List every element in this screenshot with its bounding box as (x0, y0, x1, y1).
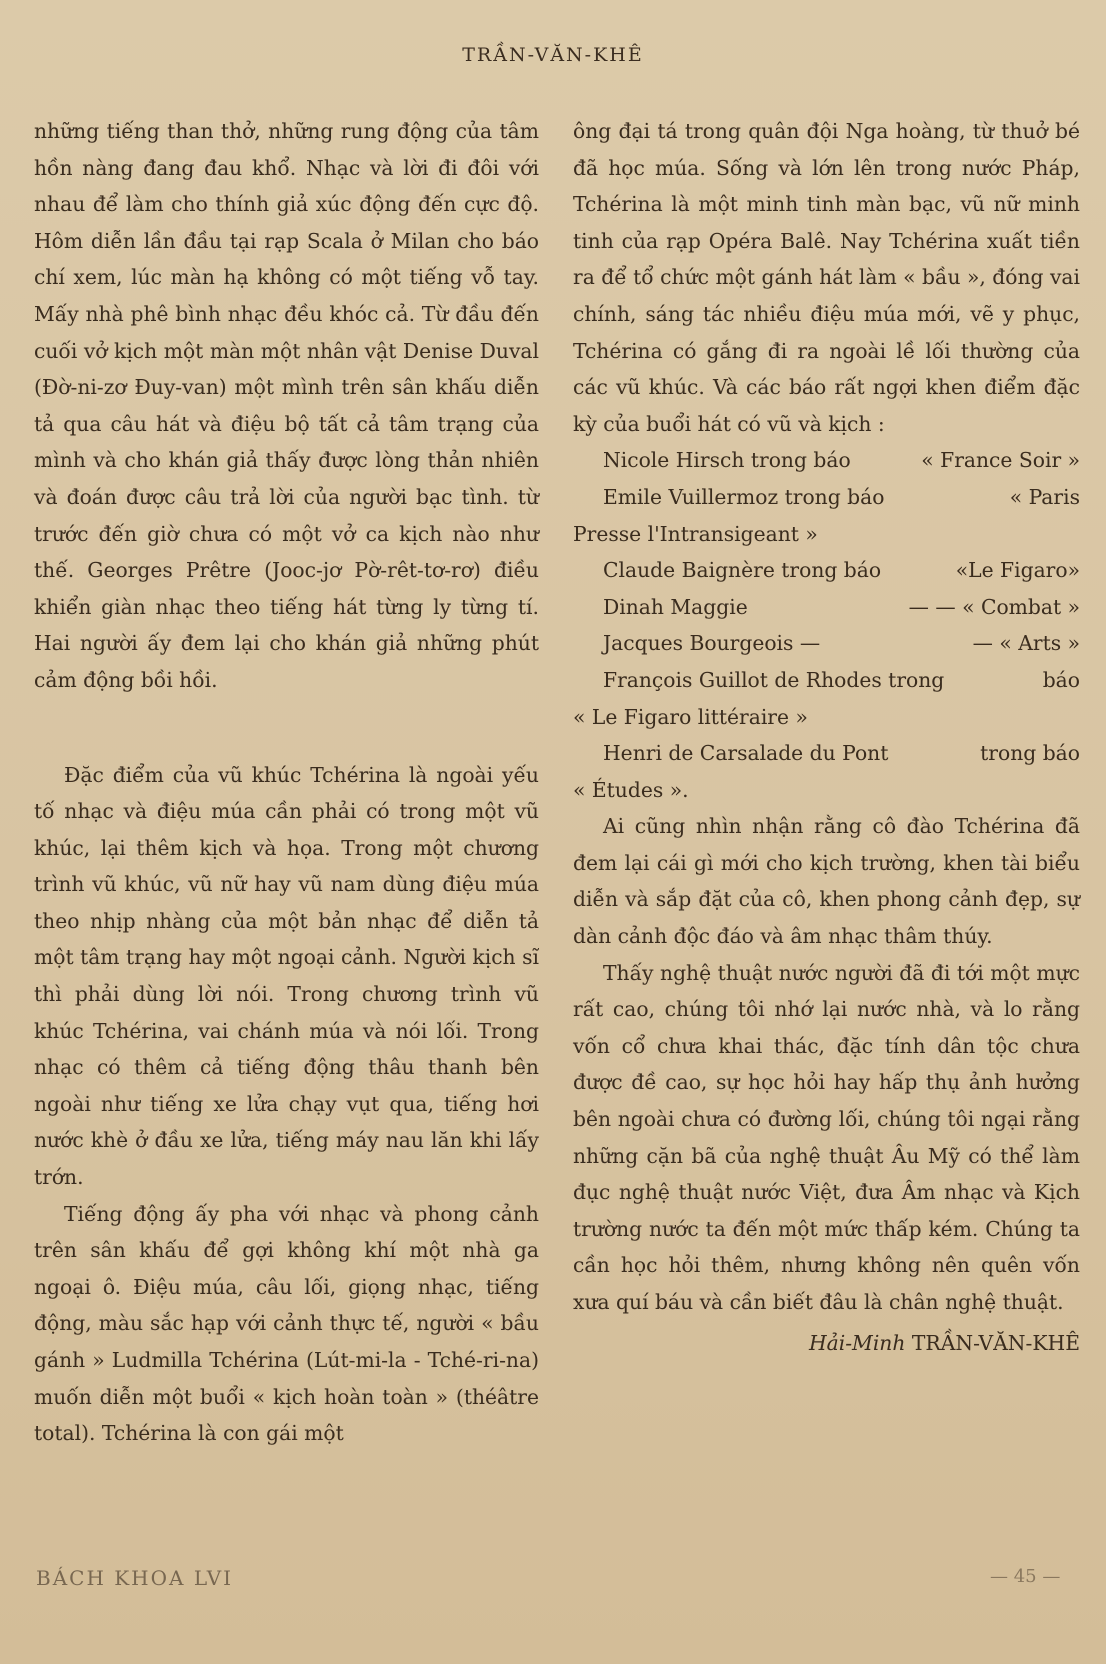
paragraph: Thấy nghệ thuật nước người đã đi tới một mực rất cao, chúng tôi nhớ lại nước nhà, và lo rằng vốn cổ chưa khai thác, đặc tính dân tộc chưa được đề cao, sự học hỏi hay hấp thụ ảnh hưởng bên ngoài chưa có đường lối, chúng tôi ngại rằng những cặn bã của nghệ thuật Âu Mỹ có thể làm đục nghệ thuật nước Việt, đưa Âm nhạc và Kịch trường nước ta đến một mức thấp kém. Chúng ta cần học hỏi thêm, nhưng không nên quên vốn xưa quí báu và cần biết đâu là chân nghệ thuật. (573, 960, 1080, 1314)
critic-name: Emile Vuillermoz trong báo (603, 484, 885, 509)
paragraph: ông đại tá trong quân đội Nga hoàng, từ thuở bé đã học múa. Sống và lớn lên trong nước Pháp, Tchérina là một minh tinh màn bạc, vũ nữ minh tinh của rạp Opéra Balê. Nay Tchérina xuất tiền ra để tổ chức một gánh hát làm « bầu », đóng vai chính, sáng tác nhiều điệu múa mới, vẽ y phục, Tchérina có gắng đi ra ngoài lề lối thường của các vũ khúc. Và các báo rất ngợi khen điểm đặc kỳ của buổi hát có vũ và kịch : (573, 119, 1080, 436)
review-line (573, 735, 1080, 772)
review-line-continued (573, 516, 1080, 553)
paragraph: những tiếng than thở, những rung động của tâm hồn nàng đang đau khổ. Nhạc và lời đi đôi với nhau để làm cho thính giả xúc động đến cực độ. Hôm diễn lần đầu tại rạp Scala ở Milan cho báo chí xem, lúc màn hạ không có một tiếng vỗ tay. Mấy nhà phê bình nhạc đều khóc cả. Từ đầu đến cuối vở kịch một màn một nhân vật Denise Duval (Đờ-ni-zơ Đuy-van) một mình trên sân khấu diễn tả qua câu hát và điệu bộ tất cả tâm trạng của mình và cho khán giả thấy được lòng thản nhiên và đoán được câu trả lời của người bạc tình. từ trước đến giờ chưa có một vở ca kịch nào như thế. Georges Prêtre (Jooc-jơ Pờ-rêt-tơ-rơ) điều khiển giàn nhạc theo tiếng hát từng ly từng tí. Hai người ấy đem lại cho khán giả những phút cảm động bồi hồi. (34, 119, 539, 692)
review-line (573, 552, 1080, 589)
footer-folio: BÁCH KHOA LVI (36, 1566, 234, 1590)
signature-place: Hải-Minh (808, 1330, 906, 1355)
author-signature (573, 1325, 1080, 1362)
critic-name: Nicole Hirsch trong báo (603, 448, 851, 473)
page-number: — 45 — (990, 1566, 1061, 1587)
paragraph: Đặc điểm của vũ khúc Tchérina là ngoài yếu tố nhạc và điệu múa cần phải có trong một vũ khúc, lại thêm kịch và họa. Trong một chương trình vũ khúc, vũ nữ hay vũ nam dùng điệu múa theo nhịp nhàng của một bản nhạc để diễn tả một tâm trạng hay một ngoại cảnh. Người kịch sĩ thì phải dùng lời nói. Trong chương trình vũ khúc Tchérina, vai chánh múa và nói lối. Trong nhạc có thêm cả tiếng động thâu thanh bên ngoài như tiếng xe lửa chạy vụt qua, tiếng hơi nước khè ở đầu xe lửa, tiếng máy nau lăn khi lấy trớn. (34, 762, 539, 1190)
review-line-continued (573, 772, 1080, 809)
newspaper-name: « Paris (1009, 484, 1080, 509)
review-line (573, 442, 1080, 479)
newspaper-name: « Le Figaro littéraire » (573, 704, 808, 729)
newspaper-name: «Le Figaro» (955, 558, 1080, 583)
section-break (34, 699, 539, 757)
left-column (34, 113, 539, 1452)
newspaper-name: « France Soir » (921, 448, 1080, 473)
right-column (573, 113, 1080, 1361)
paragraph: Tiếng động ấy pha với nhạc và phong cảnh trên sân khấu để gợi không khí một nhà ga ngoại ô. Điệu múa, câu lối, giọng nhạc, tiếng động, màu sắc hạp với cảnh thực tế, người « bầu gánh » Ludmilla Tchérina (Lút-mi-la - Tché-ri-na) muốn diễn một buổi « kịch hoàn toàn » (théâtre total). Tchérina là con gái một (34, 1201, 539, 1446)
critic-name: Dinah Maggie (603, 594, 748, 619)
running-head: TRẦN-VĂN-KHÊ (462, 44, 644, 66)
critic-name: François Guillot de Rhodes trong (603, 667, 945, 692)
review-line (573, 589, 1080, 626)
newspaper-name: — — « Combat » (908, 594, 1080, 619)
review-line (573, 662, 1080, 699)
critic-name: Jacques Bourgeois — (603, 631, 821, 656)
review-line-continued (573, 699, 1080, 736)
newspaper-name: trong báo (980, 741, 1080, 766)
review-line (573, 479, 1080, 516)
paragraph: Ai cũng nhìn nhận rằng cô đào Tchérina đã đem lại cái gì mới cho kịch trường, khen tài biểu diễn và sắp đặt của cô, khen phong cảnh đẹp, sự dàn cảnh độc đáo và âm nhạc thâm thúy. (573, 814, 1080, 949)
critic-name: Henri de Carsalade du Pont (603, 741, 889, 766)
newspaper-name: — « Arts » (972, 631, 1080, 656)
critic-name: Claude Baignère trong báo (603, 558, 882, 583)
signature-name: TRẦN-VĂN-KHÊ (911, 1330, 1080, 1355)
review-line (573, 625, 1080, 662)
newspaper-name: « Études ». (573, 777, 689, 802)
newspaper-name: báo (1042, 667, 1080, 692)
newspaper-name: Presse l'Intransigeant » (573, 521, 818, 546)
